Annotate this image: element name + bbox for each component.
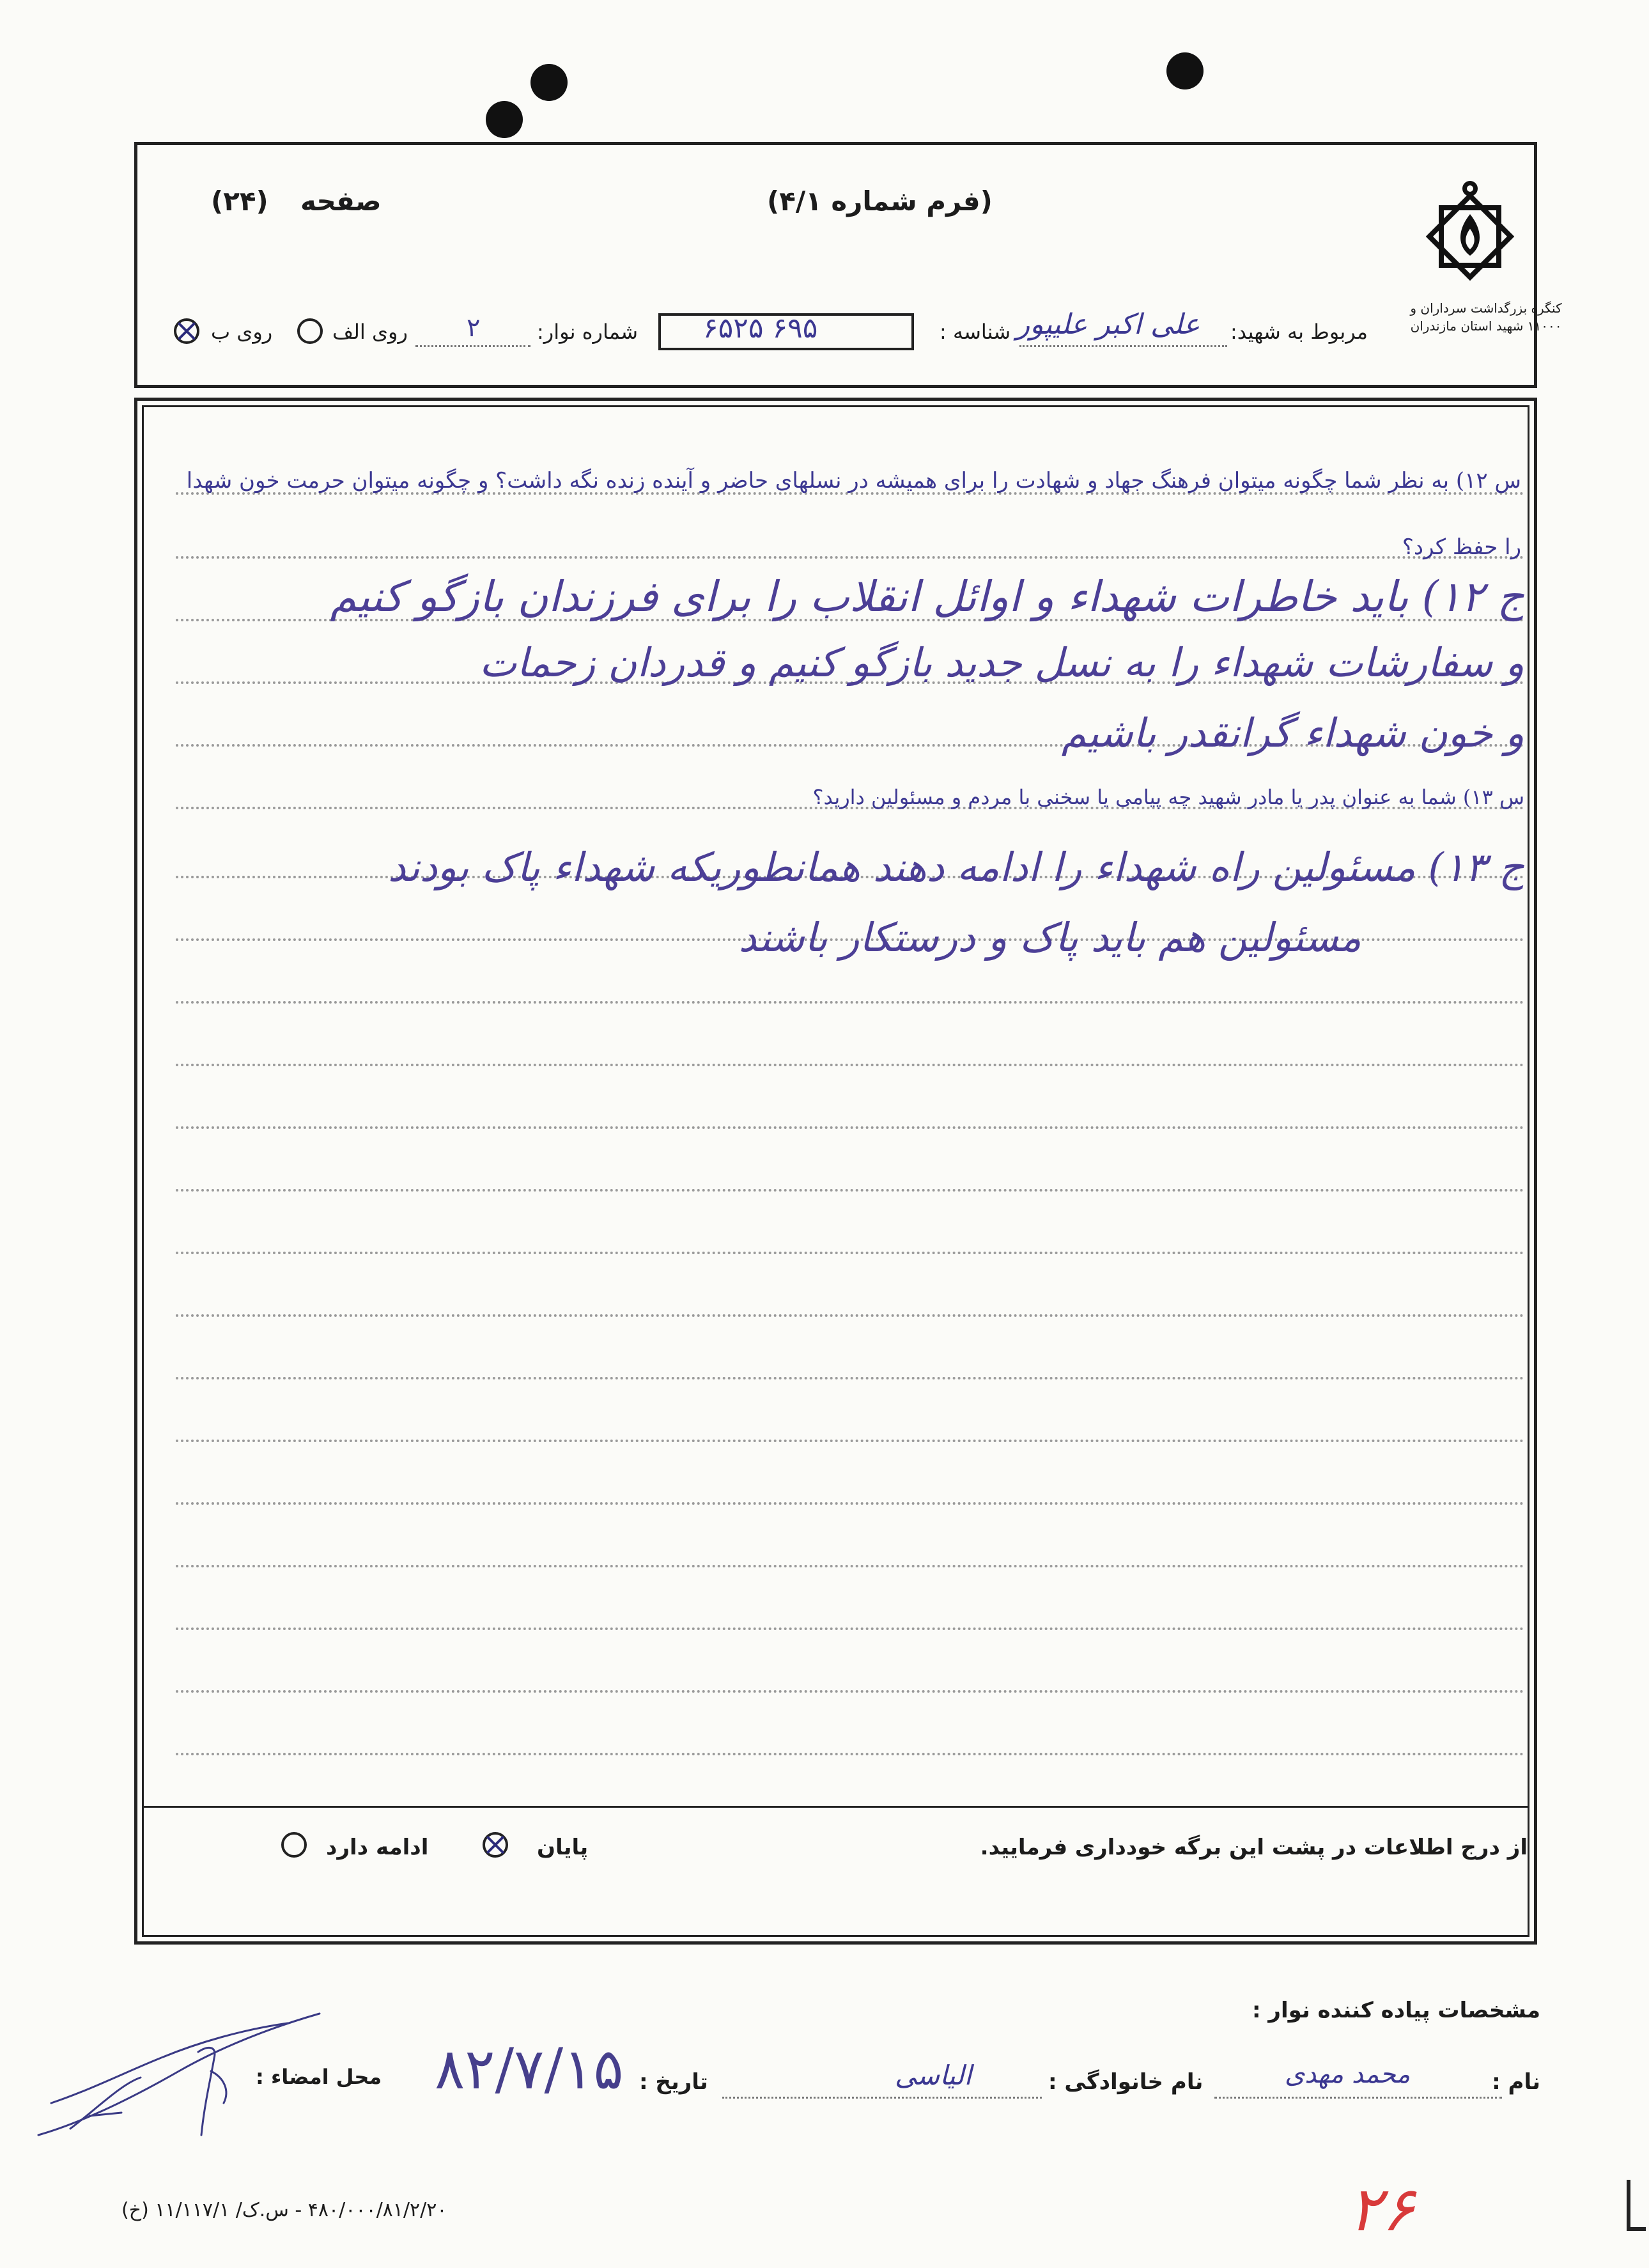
ruled-line [176, 1189, 1524, 1192]
family-label: نام خانوادگی : [1048, 2069, 1204, 2095]
side-a-radio[interactable] [297, 318, 323, 344]
ruled-line [176, 1001, 1524, 1004]
ruled-line [176, 1753, 1524, 1755]
answer-12-line-3: و خون شهداء گرانقدر باشیم [1061, 710, 1524, 756]
side-a-label: روی الف [332, 320, 408, 344]
answer-13-line-1: ج ۱۳) مسئولین راه شهداء را ادامه دهند همانطوریکه شهداء پاک بودند [387, 844, 1524, 890]
side-b-radio-checked[interactable] [174, 318, 199, 344]
ruled-line [176, 1252, 1524, 1254]
page-number: (۲۴) [211, 185, 268, 217]
punch-hole [486, 101, 523, 138]
edge-mark [1627, 2227, 1646, 2231]
tape-dotline [415, 345, 530, 347]
ruled-line [176, 1377, 1524, 1379]
martyr-name: علی اکبر علیپور [1016, 308, 1200, 341]
edge-mark [1627, 2180, 1630, 2231]
ruled-line [176, 1126, 1524, 1129]
signature [32, 2007, 352, 2154]
ruled-line [176, 1502, 1524, 1505]
ruled-line [176, 1440, 1524, 1442]
punch-hole [1166, 52, 1204, 89]
name-dotline [1214, 2097, 1502, 2099]
print-code: ۴۸۰/۰۰۰/۸۱/۲/۲۰ - س.ک/ ۱۱/۱۱۷/۱ (خ) [121, 2199, 447, 2221]
name-label: نام : [1492, 2069, 1540, 2095]
header-box [134, 142, 1537, 388]
question-12: س ۱۲) به نظر شما چگونه میتوان فرهنگ جهاد و شهادت را برای همیشه در نسلهای حاضر و آینده زنده نگه داشت؟ و چگونه میتوان حرمت خون شهدا را حفظ کرد؟ [186, 468, 1521, 560]
footer-divider [142, 1806, 1529, 1808]
answer-12-line-1: ج ۱۲) باید خاطرات شهداء و اوائل انقلاب را برای فرزندان بازگو کنیم [330, 572, 1524, 621]
answer-12-line-2: و سفارشات شهداء را به نسل جدید بازگو کنیم و قدردان زحمات [479, 639, 1524, 686]
related-label: مربوط به شهید: [1230, 320, 1368, 344]
id-label: شناسه : [940, 320, 1011, 344]
date-label: تاریخ : [639, 2069, 708, 2095]
end-radio-checked[interactable] [483, 1832, 508, 1858]
signature-label: محل امضاء : [256, 2065, 382, 2089]
notice-text: از درج اطلاعات در پشت این برگه خودداری فرمایید. [980, 1835, 1528, 1860]
signature-scribble-icon [32, 2007, 352, 2154]
side-b-label: روی ب [211, 320, 273, 344]
date-value: ۸۲/۷/۱۵ [435, 2036, 624, 2102]
ruled-line [176, 1565, 1524, 1567]
answer-13-line-2: مسئولین هم باید پاک و درستکار باشند [738, 914, 1361, 961]
family-dotline [722, 2097, 1042, 2099]
family-value: الیاسی [895, 2060, 972, 2091]
continue-label: ادامه دارد [326, 1835, 429, 1860]
form-number: (فرم شماره ۴/۱) [767, 185, 993, 217]
end-label: پایان [537, 1835, 589, 1860]
martyr-name-dotline [1019, 345, 1227, 347]
ruled-line [176, 1690, 1524, 1693]
logo-text: کنگره بزرگداشت سرداران و ۱۱۰۰۰ شهید استان مازندران [1410, 300, 1562, 334]
page-label: صفحه [300, 185, 382, 217]
id-value: ۶۹۵ ۶۵۲۵ [703, 312, 818, 345]
organization-logo [1422, 173, 1518, 281]
body-inner-box [142, 405, 1529, 1937]
transcriber-section-title: مشخصات پیاده کننده نوار : [1251, 1998, 1540, 2023]
ruled-line [176, 1627, 1524, 1630]
ruled-line [176, 1314, 1524, 1317]
tape-label: شماره نوار: [537, 320, 639, 344]
continue-radio[interactable] [281, 1832, 307, 1858]
tape-value: ۲ [467, 313, 481, 343]
star-emblem-icon [1422, 173, 1518, 281]
punch-hole [530, 64, 568, 101]
question-13: س ۱۳) شما به عنوان پدر یا مادر شهید چه پیامی یا سخنی با مردم و مسئولین دارید؟ [812, 785, 1524, 809]
ruled-line [176, 1064, 1524, 1066]
page-stamp: ۲۶ [1349, 2173, 1415, 2245]
name-value: محمد مهدی [1285, 2060, 1411, 2089]
